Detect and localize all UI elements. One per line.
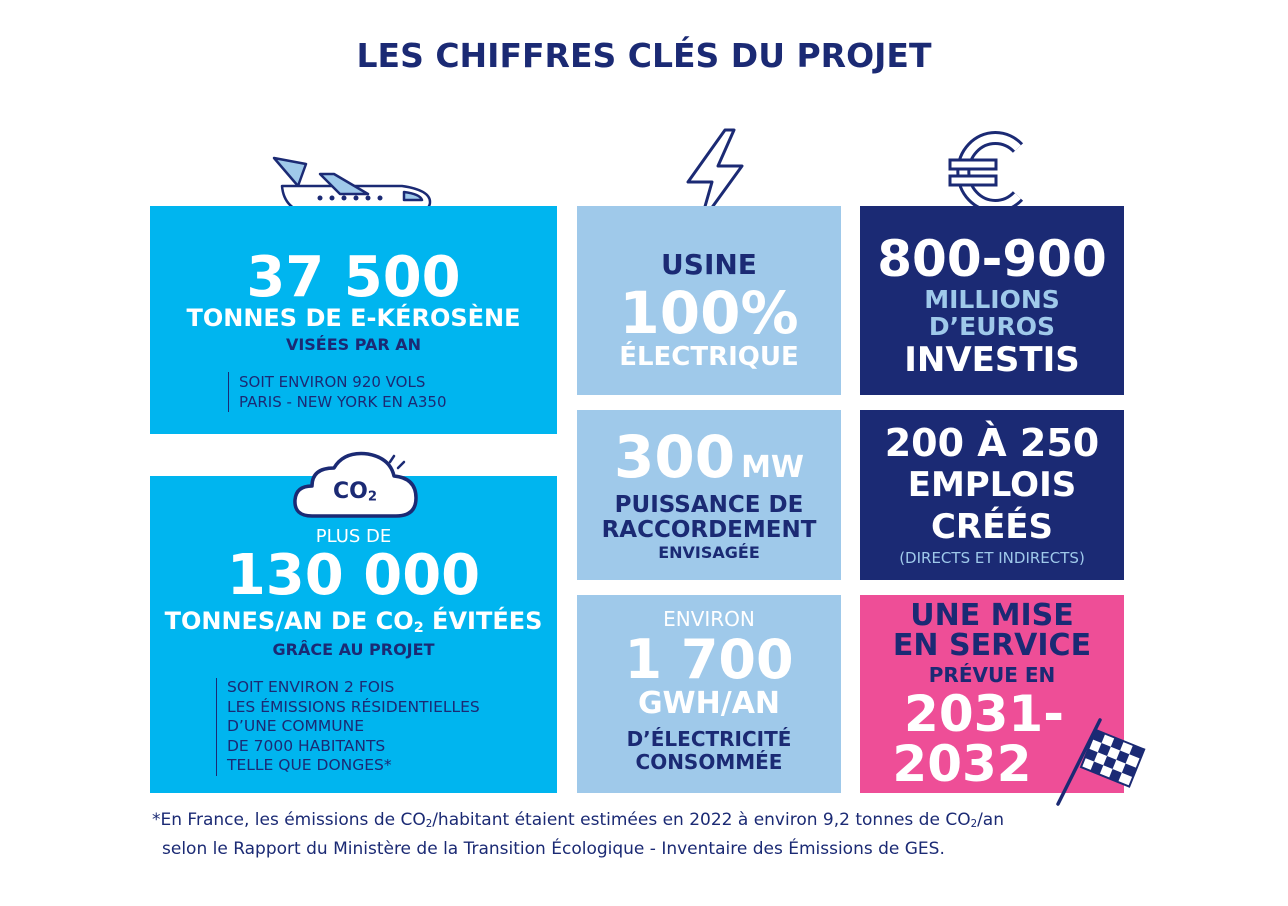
jobs-card	[860, 410, 1124, 580]
investment-value: 800-900	[877, 230, 1107, 288]
footnote-line1	[152, 808, 1004, 837]
co2-notes	[216, 678, 480, 776]
co2-line1-a: TONNES/AN DE CO	[164, 607, 414, 635]
kerosene-note	[228, 372, 447, 412]
power-value-row	[577, 423, 841, 491]
co2-note-line: SOIT ENVIRON 2 FOIS	[227, 678, 395, 696]
usine-value: 100%	[619, 279, 799, 347]
consumption-unit: GWH/AN	[637, 686, 781, 721]
co2-note-line: DE 7000 HABITANTS	[227, 736, 386, 755]
co2-line1-sub: 2	[413, 619, 424, 636]
co2-prefix: PLUS DE	[315, 526, 392, 547]
checkered-flag-icon	[1052, 716, 1156, 808]
footnote-line2: selon le Rapport du Ministère de la Transition Écologique - Inventaire des Émissions de GES.	[162, 839, 945, 860]
usine-line1: USINE	[661, 248, 757, 281]
commissioning-line1: UNE MISE	[910, 598, 1074, 633]
footnote-l1-b: /habitant étaient estimées en 2022 à environ 9,2 tonnes de CO	[432, 810, 971, 830]
consumption-prefix: ENVIRON	[663, 607, 755, 631]
power-line3: ENVISAGÉE	[658, 543, 760, 562]
co2-value: 130 000	[226, 543, 481, 608]
co2-cloud-sub: 2	[367, 489, 378, 505]
co2-line1	[150, 609, 557, 635]
investment-line3: INVESTIS	[904, 340, 1080, 380]
commissioning-line3: PRÉVUE EN	[928, 663, 1056, 687]
kerosene-card	[150, 206, 557, 434]
footnote-l1-a: *En France, les émissions de CO	[152, 810, 426, 830]
investment-line1: MILLIONS	[924, 285, 1060, 314]
kerosene-value: 37 500	[246, 245, 461, 310]
euro-icon	[944, 130, 1030, 214]
kerosene-line1: TONNES DE E-KÉROSÈNE	[186, 304, 521, 332]
consumption-line1: D’ÉLECTRICITÉ	[626, 727, 792, 751]
power-value: 300	[613, 423, 736, 491]
co2-cloud-icon	[290, 446, 425, 522]
co2-note-line: TELLE QUE DONGES*	[227, 756, 392, 775]
investment-line2: D’EUROS	[928, 312, 1056, 341]
footnote	[152, 808, 1004, 862]
co2-card	[150, 476, 557, 793]
power-line1: PUISSANCE DE	[614, 492, 804, 518]
co2-cloud-text: CO	[332, 479, 368, 504]
footnote-l1-sub1: 2	[425, 819, 433, 831]
commissioning-year1: 2031-	[904, 685, 1064, 743]
usine-card	[577, 206, 841, 395]
jobs-value: 200 À 250	[884, 421, 1100, 465]
kerosene-note-line2: PARIS - NEW YORK EN A350	[239, 393, 447, 411]
co2-line2: GRÂCE AU PROJET	[272, 640, 435, 659]
jobs-line3: (DIRECTS ET INDIRECTS)	[899, 549, 1085, 567]
co2-note-line: LES ÉMISSIONS RÉSIDENTIELLES	[227, 697, 480, 716]
power-card	[577, 410, 841, 580]
co2-line1-b: ÉVITÉES	[423, 607, 543, 635]
jobs-line2: CRÉÉS	[930, 507, 1054, 547]
co2-cloud-label	[290, 481, 420, 504]
kerosene-note-line1: SOIT ENVIRON 920 VOLS	[239, 373, 426, 391]
kerosene-line2: VISÉES PAR AN	[285, 335, 422, 354]
jobs-line1: EMPLOIS	[907, 465, 1077, 505]
footnote-l1-c: /an	[977, 810, 1004, 830]
power-line2: RACCORDEMENT	[601, 517, 817, 543]
consumption-card	[577, 595, 841, 793]
investment-card	[860, 206, 1124, 395]
page-title: LES CHIFFRES CLÉS DU PROJET	[356, 36, 932, 75]
co2-note-line: D’UNE COMMUNE	[227, 717, 365, 736]
consumption-line2: CONSOMMÉE	[635, 750, 783, 774]
usine-line2: ÉLECTRIQUE	[619, 342, 799, 372]
commissioning-line2: EN SERVICE	[892, 628, 1092, 663]
consumption-value: 1 700	[624, 628, 794, 691]
commissioning-year2: 2032	[892, 735, 1032, 793]
power-unit: MW	[741, 450, 805, 485]
footnote-l1-sub2: 2	[970, 819, 978, 831]
